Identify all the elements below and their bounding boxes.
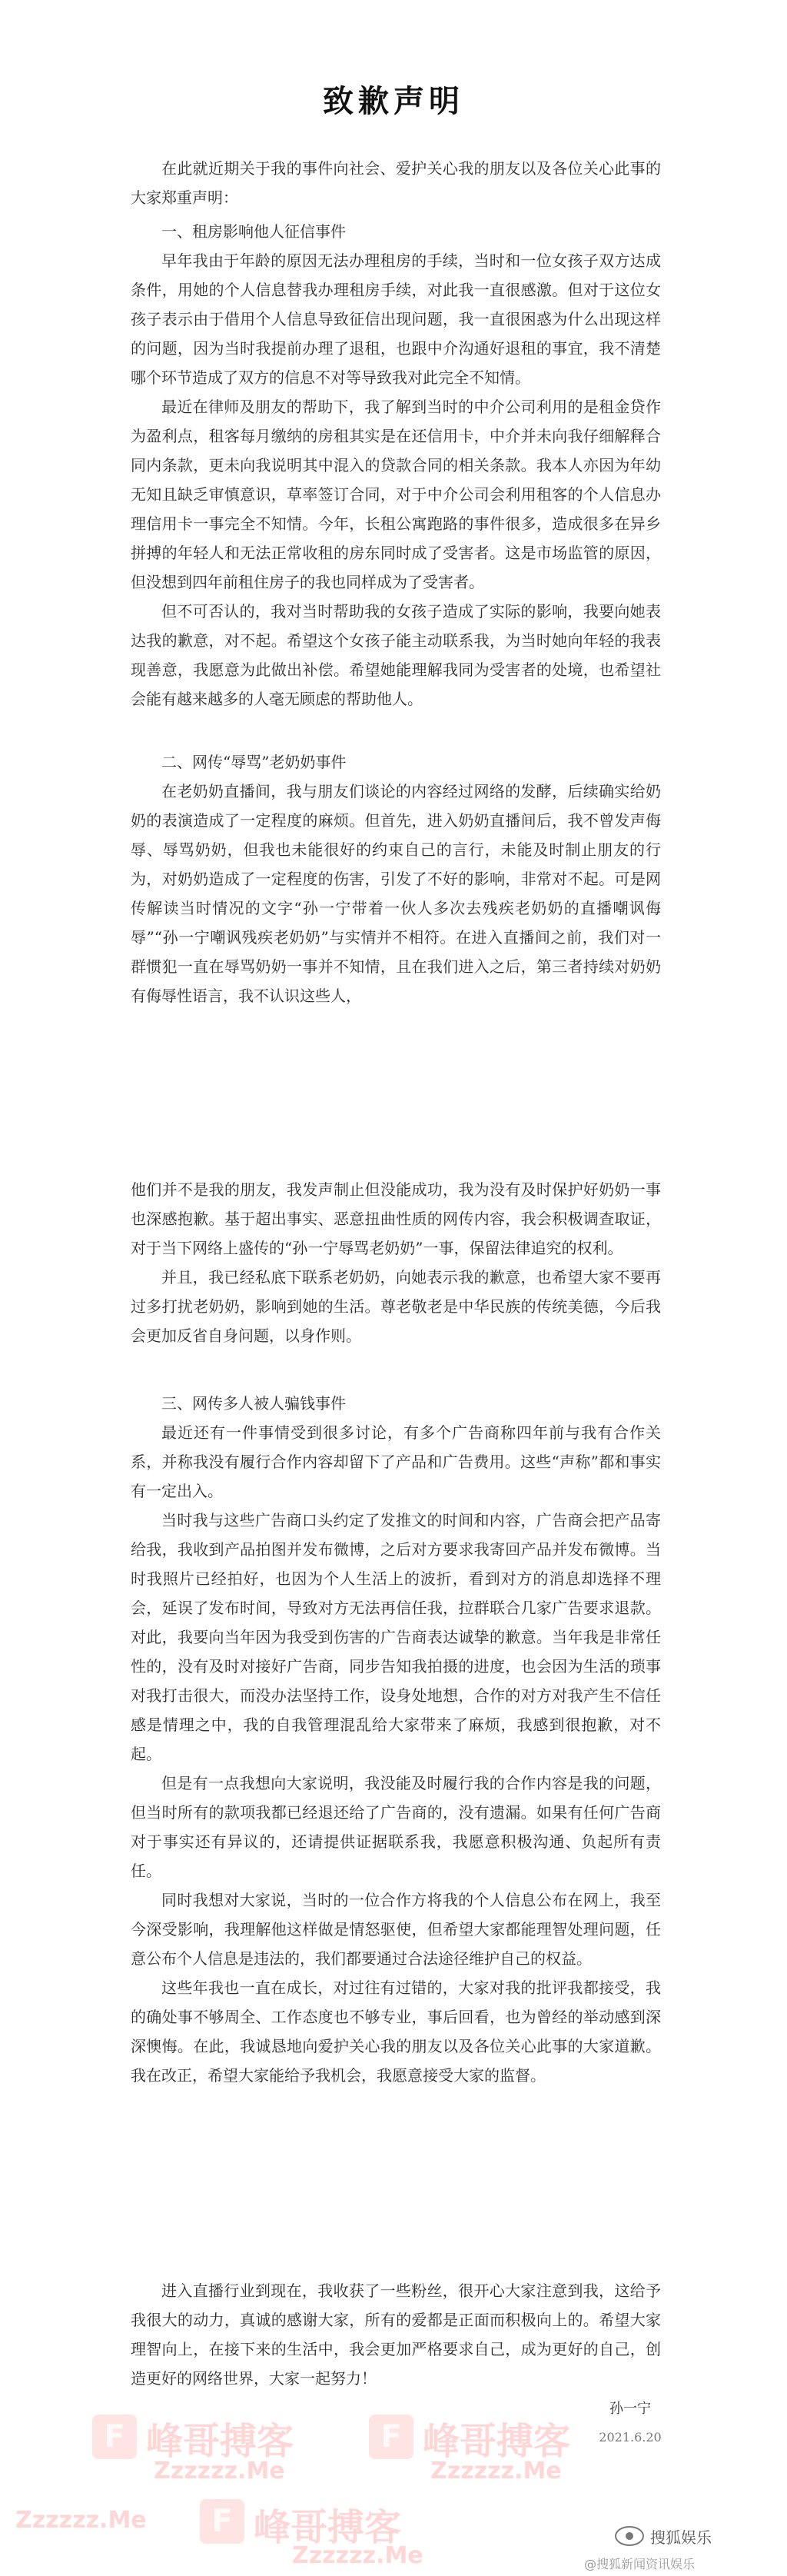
weibo-handle: @搜狐新闻资讯娱乐: [584, 2557, 696, 2571]
section-3-heading: 三、网传多人被人骗钱事件: [161, 1394, 346, 1413]
section-2: [131, 747, 661, 1010]
section-2-paragraph-3: 并且，我已经私底下联系老奶奶，向她表示我的歉意，也希望大家不要再过多打扰老奶奶，影响到她的生活。尊老敬老是中华民族的传统美德，今后我会更加反省自身问题，以身作则。: [131, 1268, 661, 1345]
watermark-url: Zzzzzz.Me: [154, 2458, 285, 2484]
section-1-paragraph-1: 早年我由于年龄的原因无法办理租房的手续，当时和一位女孩子双方达成条件，用她的个人信息替我办理租房手续，对此我一直很感激。但对于这位女孩子表示由于借用个人信息导致征信出现问题，我一直很困惑为什么出现这样的问题，因为当时我提前办理了退租，也跟中介沟通好退租的事宜，我不清楚哪个环节造成了双方的信息不对等导致我对此完全不知情。: [131, 251, 661, 387]
eye-icon: [615, 2526, 644, 2546]
signature-date: 2021.6.20: [599, 2430, 662, 2445]
closing-block: [131, 2276, 661, 2393]
signature-name: 孙一宁: [609, 2401, 651, 2417]
section-1: [131, 217, 661, 714]
watermark-text: 峰哥搏客: [423, 2420, 571, 2463]
watermark-text: 峰哥搏客: [254, 2506, 402, 2549]
watermark-url: Zzzzzz.Me: [292, 2542, 423, 2569]
document-title: 致歉声明: [323, 83, 464, 119]
watermark-logo-icon: F: [369, 2415, 413, 2459]
section-1-paragraph-3: 但不可否认的，我对当时帮助我的女孩子造成了实际的影响，我要向她表达我的歉意，对不起。希望这个女孩子能主动联系我，为当时她向年轻的我表现善意，我愿意为此做出补偿。希望她能理解我同为受害者的处境，也希望社会能有越来越多的人毫无顾虑的帮助他人。: [131, 602, 661, 708]
section-3-paragraph-2: 当时我与这些广告商口头约定了发推文的时间和内容，广告商会把产品寄给我，我收到产品拍图并发布微博，之后对方要求我寄回产品并发布微博。当时我照片已经拍好，也因为个人生活上的波折，看到对方的消息却选择不理会，延误了发布时间，导致对方无法再信任我，拉群联合几家广告要求退款。对此，我要向当年因为我受到伤害的广告商表达诚挚的歉意。当年我是非常任性的，没有及时对接好广告商，同步告知我拍摄的进度，也会因为生活的琐事对我打击很大，而没办法坚持工作，设身处地想，合作的对方对我产生不信任感是情理之中，我的自我管理混乱给大家带来了麻烦，我感到很抱歉，对不起。: [131, 1511, 661, 1763]
source-label: 搜狐娱乐: [650, 2528, 712, 2547]
watermark-text: 峰哥搏客: [146, 2420, 294, 2463]
section-1-paragraph-2: 最近在律师及朋友的帮助下，我了解到当时的中介公司利用的是租金贷作为盈利点，租客每月缴纳的房租其实是在还信用卡，中介并未向我仔细解释合同内条款，更未向我说明其中混入的贷款合同的相关条款。我本人亦因为年幼无知且缺乏审慎意识，草率签订合同，对于中介公司会利用租客的个人信息办理信用卡一事完全不知情。今年，长租公寓跑路的事件很多，造成很多在异乡拼搏的年轻人和无法正常收租的房东同时成了受害者。这是市场监管的原因，但没想到四年前租住房子的我也同样成为了受害者。: [131, 398, 661, 591]
watermark-url: Zzzzzz.Me: [15, 2507, 147, 2534]
section-3-paragraph-4: 同时我想对大家说，当时的一位合作方将我的个人信息公布在网上，我至今深受影响，我理解他这样做是情怒驱使，但希望大家都能理智处理问题，任意公布个人信息是违法的，我们都要通过合法途径维护自己的权益。: [131, 1891, 661, 1968]
watermark-logo-icon: F: [92, 2415, 137, 2459]
source-badge: [615, 2522, 712, 2550]
watermark-url: Zzzzzz.Me: [430, 2458, 562, 2484]
watermark-logo-icon: F: [200, 2499, 244, 2544]
section-2-paragraph-1: 在老奶奶直播间，我与朋友们谈论的内容经过网络的发酵，后续确实给奶奶的表演造成了一定程度的麻烦。但首先，进入奶奶直播间后，我不曾发声侮辱、辱骂奶奶，但我也未能很好的约束自己的言行，未能及时制止朋友的行为，对奶奶造成了一定程度的伤害，引发了不好的影响，非常对不起。可是网传解读当时情况的文字“孙一宁带着一伙人多次去残疾老奶奶的直播嘲讽侮辱”“孙一宁嘲讽残疾老奶奶”与实情并不相符。在进入直播间之前，我们对一群惯犯一直在辱骂奶奶一事并不知情，且在我们进入之后，第三者持续对奶奶有侮辱性语言，我不认识这些人，: [131, 782, 661, 1005]
intro-block: [131, 154, 661, 212]
section-2-heading: 二、网传“辱骂”老奶奶事件: [161, 753, 347, 771]
section-3-paragraph-1: 最近还有一件事情受到很多讨论，有多个广告商称四年前与我有合作关系，并称我没有履行合作内容却留下了产品和广告费用。这些“声称”都和事实有一定出入。: [131, 1423, 661, 1500]
section-2-paragraph-2: 他们并不是我的朋友，我发声制止但没能成功，我为没有及时保护好奶奶一事也深感抱歉。基于超出事实、恶意扭曲性质的网传内容，我会积极调查取证，对于当下网络上盛传的“孙一宁辱骂老奶奶”一事，保留法律追究的权利。: [131, 1180, 661, 1257]
section-3: [131, 1389, 661, 2090]
section-2-continued: [131, 1175, 661, 1350]
section-3-paragraph-5: 这些年我也一直在成长，对过往有过错的，大家对我的批评我都接受，我的确处事不够周全、工作态度也不够专业，事后回看，也为曾经的举动感到深深懊悔。在此，我诚恳地向爱护关心我的朋友以及各位关心此事的大家道歉。我在改正，希望大家能给予我机会，我愿意接受大家的监督。: [131, 1979, 661, 2085]
intro-paragraph: 在此就近期关于我的事件向社会、爱护关心我的朋友以及各位关心此事的大家郑重声明：: [131, 159, 661, 207]
section-1-heading: 一、租房影响他人征信事件: [161, 222, 346, 241]
section-3-paragraph-3: 但是有一点我想向大家说明，我没能及时履行我的合作内容是我的问题，但当时所有的款项我都已经退还给了广告商的，没有遗漏。如果有任何广告商对于事实还有异议的，还请提供证据联系我，我愿意积极沟通、负起所有责任。: [131, 1774, 661, 1880]
closing-paragraph: 进入直播行业到现在，我收获了一些粉丝，很开心大家注意到我，这给予我很大的动力，真诚的感谢大家，所有的爱都是正面而积极向上的。希望大家理智向上，在接下来的生活中，我会更加严格要求自己，成为更好的自己，创造更好的网络世界，大家一起努力！: [131, 2281, 661, 2388]
